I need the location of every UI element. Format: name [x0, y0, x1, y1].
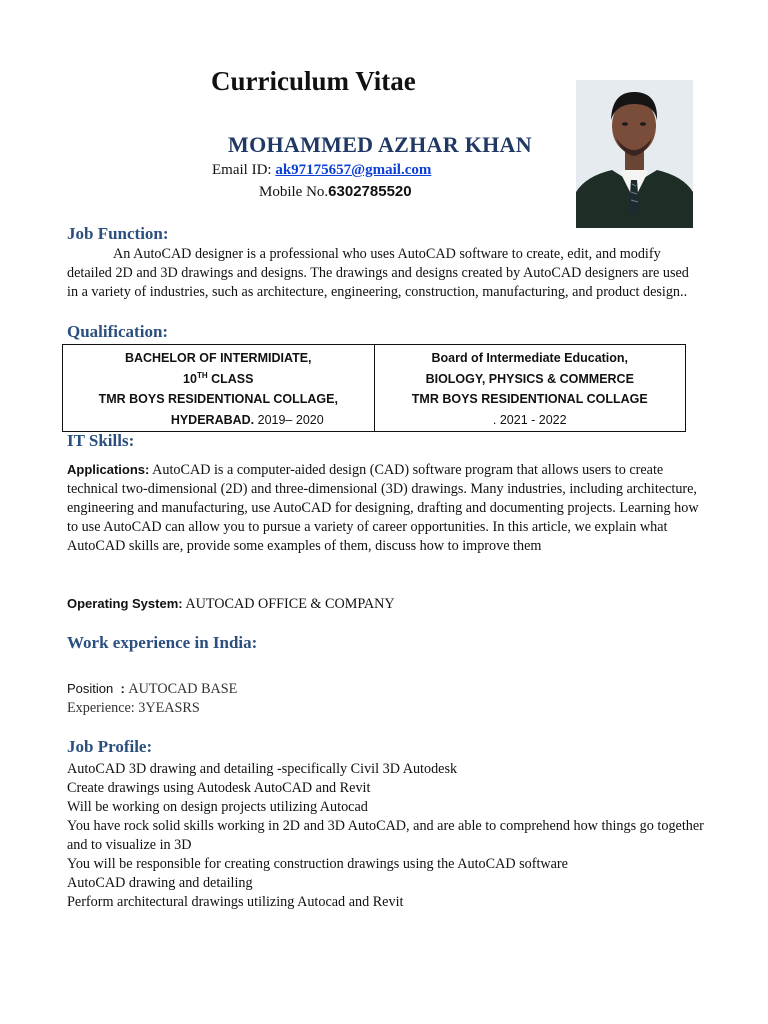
qual-left-line2 [63, 369, 374, 390]
qual-left-class-label: CLASS [207, 371, 254, 386]
it-skills-heading: IT Skills: [67, 431, 135, 450]
qualification-left-cell [63, 345, 374, 431]
mobile-label: Mobile No. [259, 184, 329, 200]
email-link[interactable]: ak97175657@gmail.com [275, 162, 432, 178]
job-profile-item: You have rock solid skills working in 2D and 3D AutoCAD, and are able to comprehend how things go together and to visualize in 3D [67, 818, 704, 853]
qual-right-line1: Board of Intermediate Education, [431, 351, 629, 365]
applications-paragraph [67, 460, 702, 556]
qual-right-line2: BIOLOGY, PHYSICS & COMMERCE [425, 371, 634, 386]
position-value: AUTOCAD BASE [128, 681, 238, 697]
qual-left-years: 2019– 2020 [254, 412, 324, 427]
job-function-heading: Job Function: [67, 224, 169, 243]
qual-left-line3: TMR BOYS RESIDENTIONAL COLLAGE, [98, 392, 338, 406]
profile-photo-image [576, 80, 693, 228]
qual-left-class-number: 10 [183, 371, 197, 386]
qual-right-line3: TMR BOYS RESIDENTIONAL COLLAGE [411, 392, 648, 406]
job-profile-item: Create drawings using Autodesk AutoCAD and Revit [67, 780, 371, 796]
candidate-name: MOHAMMED AZHAR KHAN [228, 132, 532, 157]
job-profile-heading: Job Profile: [67, 737, 153, 756]
qual-left-city: HYDERABAD. [170, 412, 255, 427]
email-row [212, 162, 431, 179]
os-text: AUTOCAD OFFICE & COMPANY [182, 596, 395, 612]
work-experience-heading: Work experience in India: [67, 633, 258, 652]
job-profile-item: AutoCAD drawing and detailing [67, 875, 253, 891]
job-profile-list [67, 760, 707, 912]
email-label: Email ID: [212, 162, 272, 178]
job-profile-item: Perform architectural drawings utilizing Autocad and Revit [67, 894, 404, 910]
job-profile-item: Will be working on design projects utilizing Autocad [67, 799, 368, 815]
position-row [67, 679, 702, 699]
position-separator: : [113, 681, 129, 696]
experience-row: Experience: 3YEASRS [67, 700, 200, 716]
applications-label: Applications: [67, 462, 150, 477]
job-profile-item: You will be responsible for creating construction drawings using the AutoCAD software [67, 856, 568, 872]
document-title: Curriculum Vitae [211, 66, 416, 96]
qualification-right-cell [374, 345, 686, 431]
mobile-row [259, 183, 412, 201]
operating-system-row [67, 594, 702, 614]
profile-photo [576, 80, 693, 228]
os-label: Operating System: [67, 596, 183, 611]
job-profile-item: AutoCAD 3D drawing and detailing -specifically Civil 3D Autodesk [67, 761, 458, 777]
qualification-heading: Qualification: [67, 322, 169, 341]
job-function-text: An AutoCAD designer is a professional who uses AutoCAD software to create, edit, and modify detailed 2D and 3D drawings and designs. The drawings and designs created by AutoCAD designers are used in a variety of industries, such as architecture, engineering, construction, manufacturing, and product design.. [67, 246, 689, 300]
qual-right-line4: . 2021 - 2022 [492, 412, 567, 427]
applications-text: AutoCAD is a computer-aided design (CAD) software program that allows users to create technical two-dimensional (2D) and three-dimensional (3D) drawings. Many industries, including architecture, engineering and manufacturing, use AutoCAD for designing, drafting and documenting projects. Learning how to use AutoCAD can allow you to pursue a variety of career opportunities. In this article, we explain what AutoCAD skills are, provide some examples of them, discuss how to improve them [67, 462, 699, 554]
qualification-table [62, 344, 686, 432]
mobile-number: 6302785520 [328, 183, 412, 200]
position-label: Position [67, 681, 114, 696]
qual-left-class-suffix: TH [196, 370, 208, 380]
qual-left-line4 [63, 410, 374, 431]
qual-left-line1: BACHELOR OF INTERMIDIATE, [124, 351, 312, 365]
